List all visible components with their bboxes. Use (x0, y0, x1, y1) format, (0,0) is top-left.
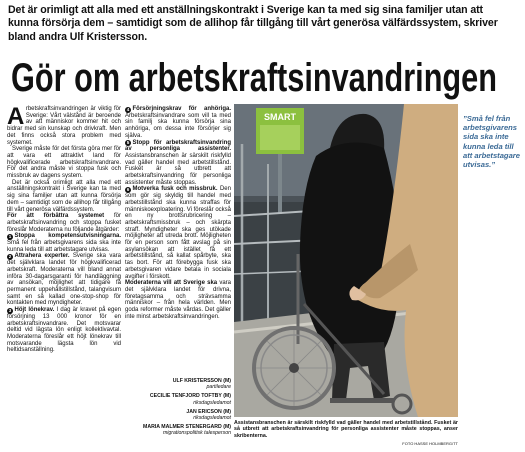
signature-title: riksdagsledamot (193, 414, 231, 421)
body-paragraph (7, 102, 121, 146)
signature (125, 424, 231, 436)
paragraph-text: för arbetskraftsinvandring och stoppa fusket föreslår Moderaterna nu följande åtgärder: (7, 213, 122, 233)
paragraph-lead: Moderaterna vill att Sverige ska (125, 280, 218, 287)
paragraph-text: vara det självklara landet för drivna, företagsamma och strävsamma människor – från hela världen. Men goda reformer måste vårdas. Det gäller inte minst arbetskraftsinvandringen. (125, 280, 232, 320)
proposal-item (7, 307, 121, 354)
signature-title: partiledare (206, 384, 231, 391)
item-number-badge: 2 (8, 254, 12, 260)
sign-panel (260, 125, 300, 150)
signature (125, 393, 231, 405)
proposal-item-text: Assistansbranschen är särskilt riskfylld vad gäller handel med arbetstillstånd. Fusket är så utbrett att arbetskraftsinvandring för personliga assistenter måste stoppas. (125, 152, 231, 186)
item-number-badge: 3 (8, 307, 12, 313)
paragraph-text: Sverige måste för det första göra mer för att vara ett attraktivt land för högkvalificerade arbetskraftsinvandrare. För det andra måste vi stoppa fusk och missbruk av dagens system. (7, 146, 121, 180)
wheel-hub (289, 363, 299, 373)
signature-name: CECILIE TENFJORD TOFTBY (M) (149, 393, 231, 400)
sign-text: SMART (264, 112, 296, 122)
item-number-badge: 6 (126, 187, 130, 193)
article-lede: Det är orimligt att alla med ett anställningskontrakt i Sverige kan ta med sig sina familjer utan att kunna försörja dem – samtidigt som de allihop får tillgång till vårt generösa välfärdssystem, skriver bland andra Ulf Kristersson. (8, 4, 498, 43)
body-paragraph (7, 213, 121, 233)
signatures (125, 375, 231, 436)
item-number-badge: 4 (126, 106, 130, 112)
pull-quote: ”Små fel från arbetsgivarens sida ska inte kunna leda till att arbetstagare utvisas.” (463, 114, 520, 170)
signature (125, 409, 231, 421)
closing-paragraph (125, 280, 231, 320)
proposal-item-text: Små fel från arbetsgivarens sida ska inte kunna leda till att arbetstagare utvisas. (7, 240, 121, 253)
proposal-item (7, 253, 121, 307)
proposal-item-label: Motverka fusk och missbruk. (132, 186, 218, 193)
body-column-1 (7, 102, 122, 354)
proposal-item (125, 186, 231, 280)
proposal-item-label: Försörjningskrav för anhöriga. (132, 106, 231, 112)
paragraph-lead: För att förbättra systemet (7, 213, 105, 220)
headline (7, 50, 517, 102)
drop-cap: A (7, 102, 25, 130)
proposal-item-label: Stopp för arbetskraftsinvandring av personliga assistenter. (125, 139, 231, 153)
body-paragraph (7, 180, 121, 214)
signature-name: MARIA MALMER STENERGARD (M) (143, 423, 231, 430)
signature-title: riksdagsledamot (193, 399, 231, 406)
proposal-item-text: Sverige ska vara det självklara landet för högkvalificerad arbetskraft. Moderaterna vill bland annat införa 30-dagarsgaranti för handläggning av ansökan, möjlighet att tidigare få permanent uppehållstillstånd, talangvisum samt en så kallad one-stop-shop för kontakten med myndigheter. (7, 253, 122, 307)
column-2-text (125, 106, 231, 321)
wheelchair-photo (234, 104, 458, 417)
wheelchair-footrest (330, 398, 394, 403)
proposal-item-text: I dag är kravet på egen försörjning 13 000 kronor för en arbetskraftsinvandrare. Det motsvarar deltid vid lägsta lön enligt kollektivavtal. Moderaterna föreslår ett höjt lönekrav till motsvarande lägsta lön vid heltidsanställning. (7, 307, 122, 354)
item-number-badge: 5 (126, 140, 130, 146)
body-paragraph (7, 146, 121, 180)
photo-caption: Assistansbranschen är särskilt riskfylld vad gäller handel med arbetstillstånd. Fusket är så utbrett att arbetskraftsinvandring för personliga assistenter måste stoppas, anser skribenterna. (234, 420, 458, 439)
proposal-item-label: Attrahera experter. (14, 253, 70, 260)
proposal-item-label: Höjt lönekrav. (14, 307, 55, 314)
body-column-2 (125, 106, 231, 436)
signature-name: ULF KRISTERSSON (M) (172, 378, 231, 385)
proposal-item-label: Stoppa kompetensutvisningarna. (14, 233, 121, 240)
photo-credit: FOTO HASSE HOLMBERG/TT (402, 441, 458, 446)
paragraph-text: rbetskraftsinvandringen är viktig för Sverige: Vårt välstånd är beroende av att människor kommer hit och bidrar med sin kunskap och drivkraft. Men det finns också stora problem med systemet. (7, 106, 121, 146)
proposal-item (125, 106, 231, 140)
proposal-item (125, 140, 231, 187)
signature-title: migrationspolitisk talesperson (162, 429, 231, 436)
sign-post (278, 154, 282, 214)
paragraph-text: Det är också orimligt att alla med ett anställningskontrakt i Sverige kan ta med sig sina familjer utan att kunna försörja dem – samtidigt som de allihop får tillgång till vårt generösa välfärdssystem. (7, 179, 121, 213)
proposal-item-text: Arbetskraftsinvandrare som vill ta med sin familj ska kunna försörja sina anhöriga, om dessa inte försörjer sig själva. (125, 112, 231, 139)
signature-name: JAN ERICSON (M) (186, 408, 231, 415)
signature (125, 378, 231, 390)
proposal-item-text: Den som gör sig skyldig till handel med arbetstillstånd ska kunna straffas för människoexploatering. Vi föreslår också en ny brottsrubricering – arbetskraftsmissbruk – och skärpta straff. Myndigheter ska ges utökade möjligheter att utreda brott. Möjligheten för en person som fått avslag på sin asylansökan att istället få ett arbetstillstånd, så kallat spårbyte, ska tas bort. För att förebygga fusk ska arbetsgivaren vidare betala in sociala avgifter i förskott. (125, 186, 231, 280)
proposal-item (7, 233, 121, 253)
headline-text: Gör om arbetskraftsinvandringen (11, 56, 497, 100)
item-number-badge: 1 (8, 233, 12, 239)
